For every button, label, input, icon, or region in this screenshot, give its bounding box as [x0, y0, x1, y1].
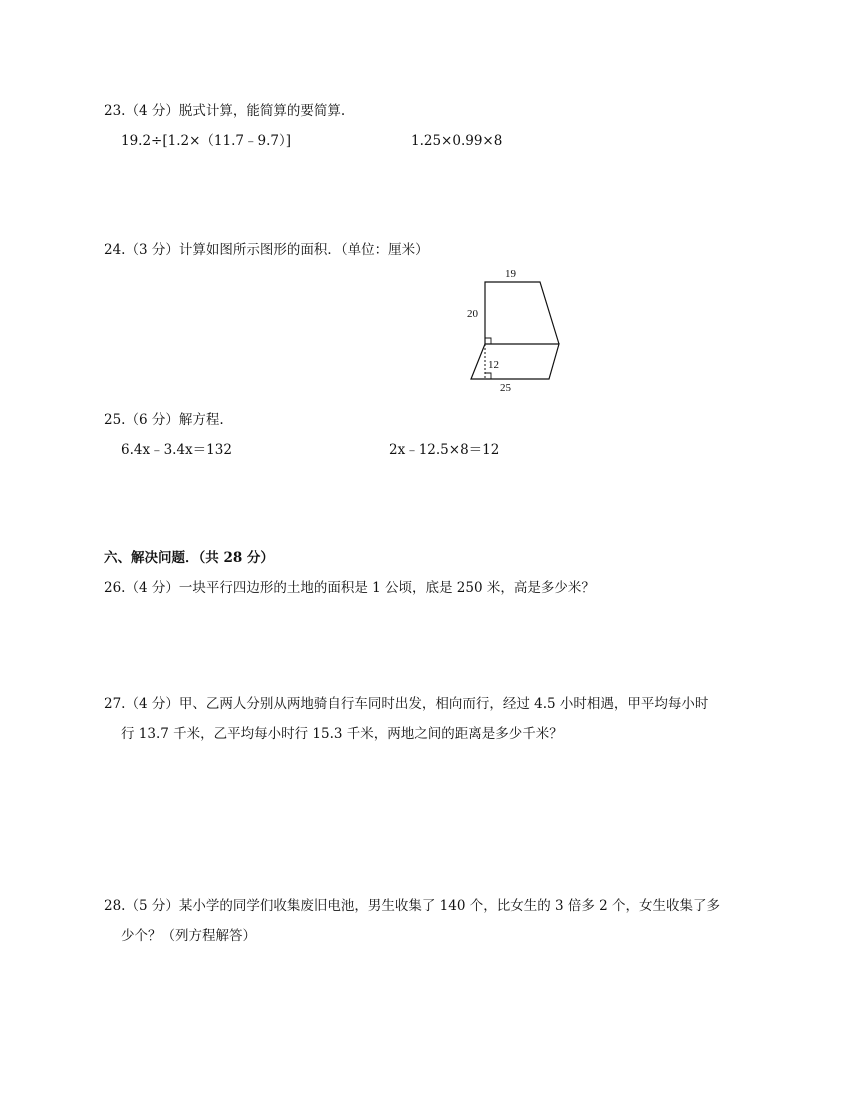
q25-equation-2: 2x﹣12.5×8＝12 — [389, 442, 500, 458]
q23-expression-2: 1.25×0.99×8 — [411, 133, 503, 149]
trapezoid-outline — [485, 282, 559, 344]
label-trapezoid-height: 20 — [467, 308, 478, 320]
q27-line-1: 27.（4 分）甲、乙两人分别从两地骑自行车同时出发，相向而行，经过 4.5 小时相遇，甲平均每小时 — [104, 696, 709, 712]
composite-shape-figure — [462, 262, 572, 394]
right-angle-mark-bottom — [485, 373, 491, 379]
q28-line-1: 28.（5 分）某小学的同学们收集废旧电池，男生收集了 140 个，比女生的 3 倍多 2 个，女生收集了多 — [104, 898, 721, 914]
label-bottom-base: 25 — [500, 382, 511, 394]
right-angle-mark-top — [485, 338, 491, 344]
q23-title: 23.（4 分）脱式计算，能简算的要简算. — [104, 103, 346, 119]
parallelogram-outline — [471, 344, 559, 379]
q25-title: 25.（6 分）解方程. — [104, 412, 224, 428]
q27-line-2: 行 13.7 千米，乙平均每小时行 15.3 千米，两地之间的距离是多少千米？ — [121, 726, 563, 742]
q24-title: 24.（3 分）计算如图所示图形的面积．（单位：厘米） — [104, 242, 429, 258]
label-top-base: 19 — [505, 268, 516, 280]
section-6-heading: 六、解决问题．（共 28 分） — [104, 550, 274, 566]
q25-equation-1: 6.4x﹣3.4x＝132 — [121, 442, 232, 458]
q28-line-2: 少个？（列方程解答） — [121, 928, 256, 944]
trapezoid-parallelogram-diagram — [462, 262, 572, 394]
q26-text: 26.（4 分）一块平行四边形的土地的面积是 1 公顷，底是 250 米，高是多少米？ — [104, 580, 595, 596]
label-parallelogram-height: 12 — [488, 359, 499, 371]
q23-expression-1: 19.2÷[1.2×（11.7﹣9.7）] — [121, 133, 291, 149]
